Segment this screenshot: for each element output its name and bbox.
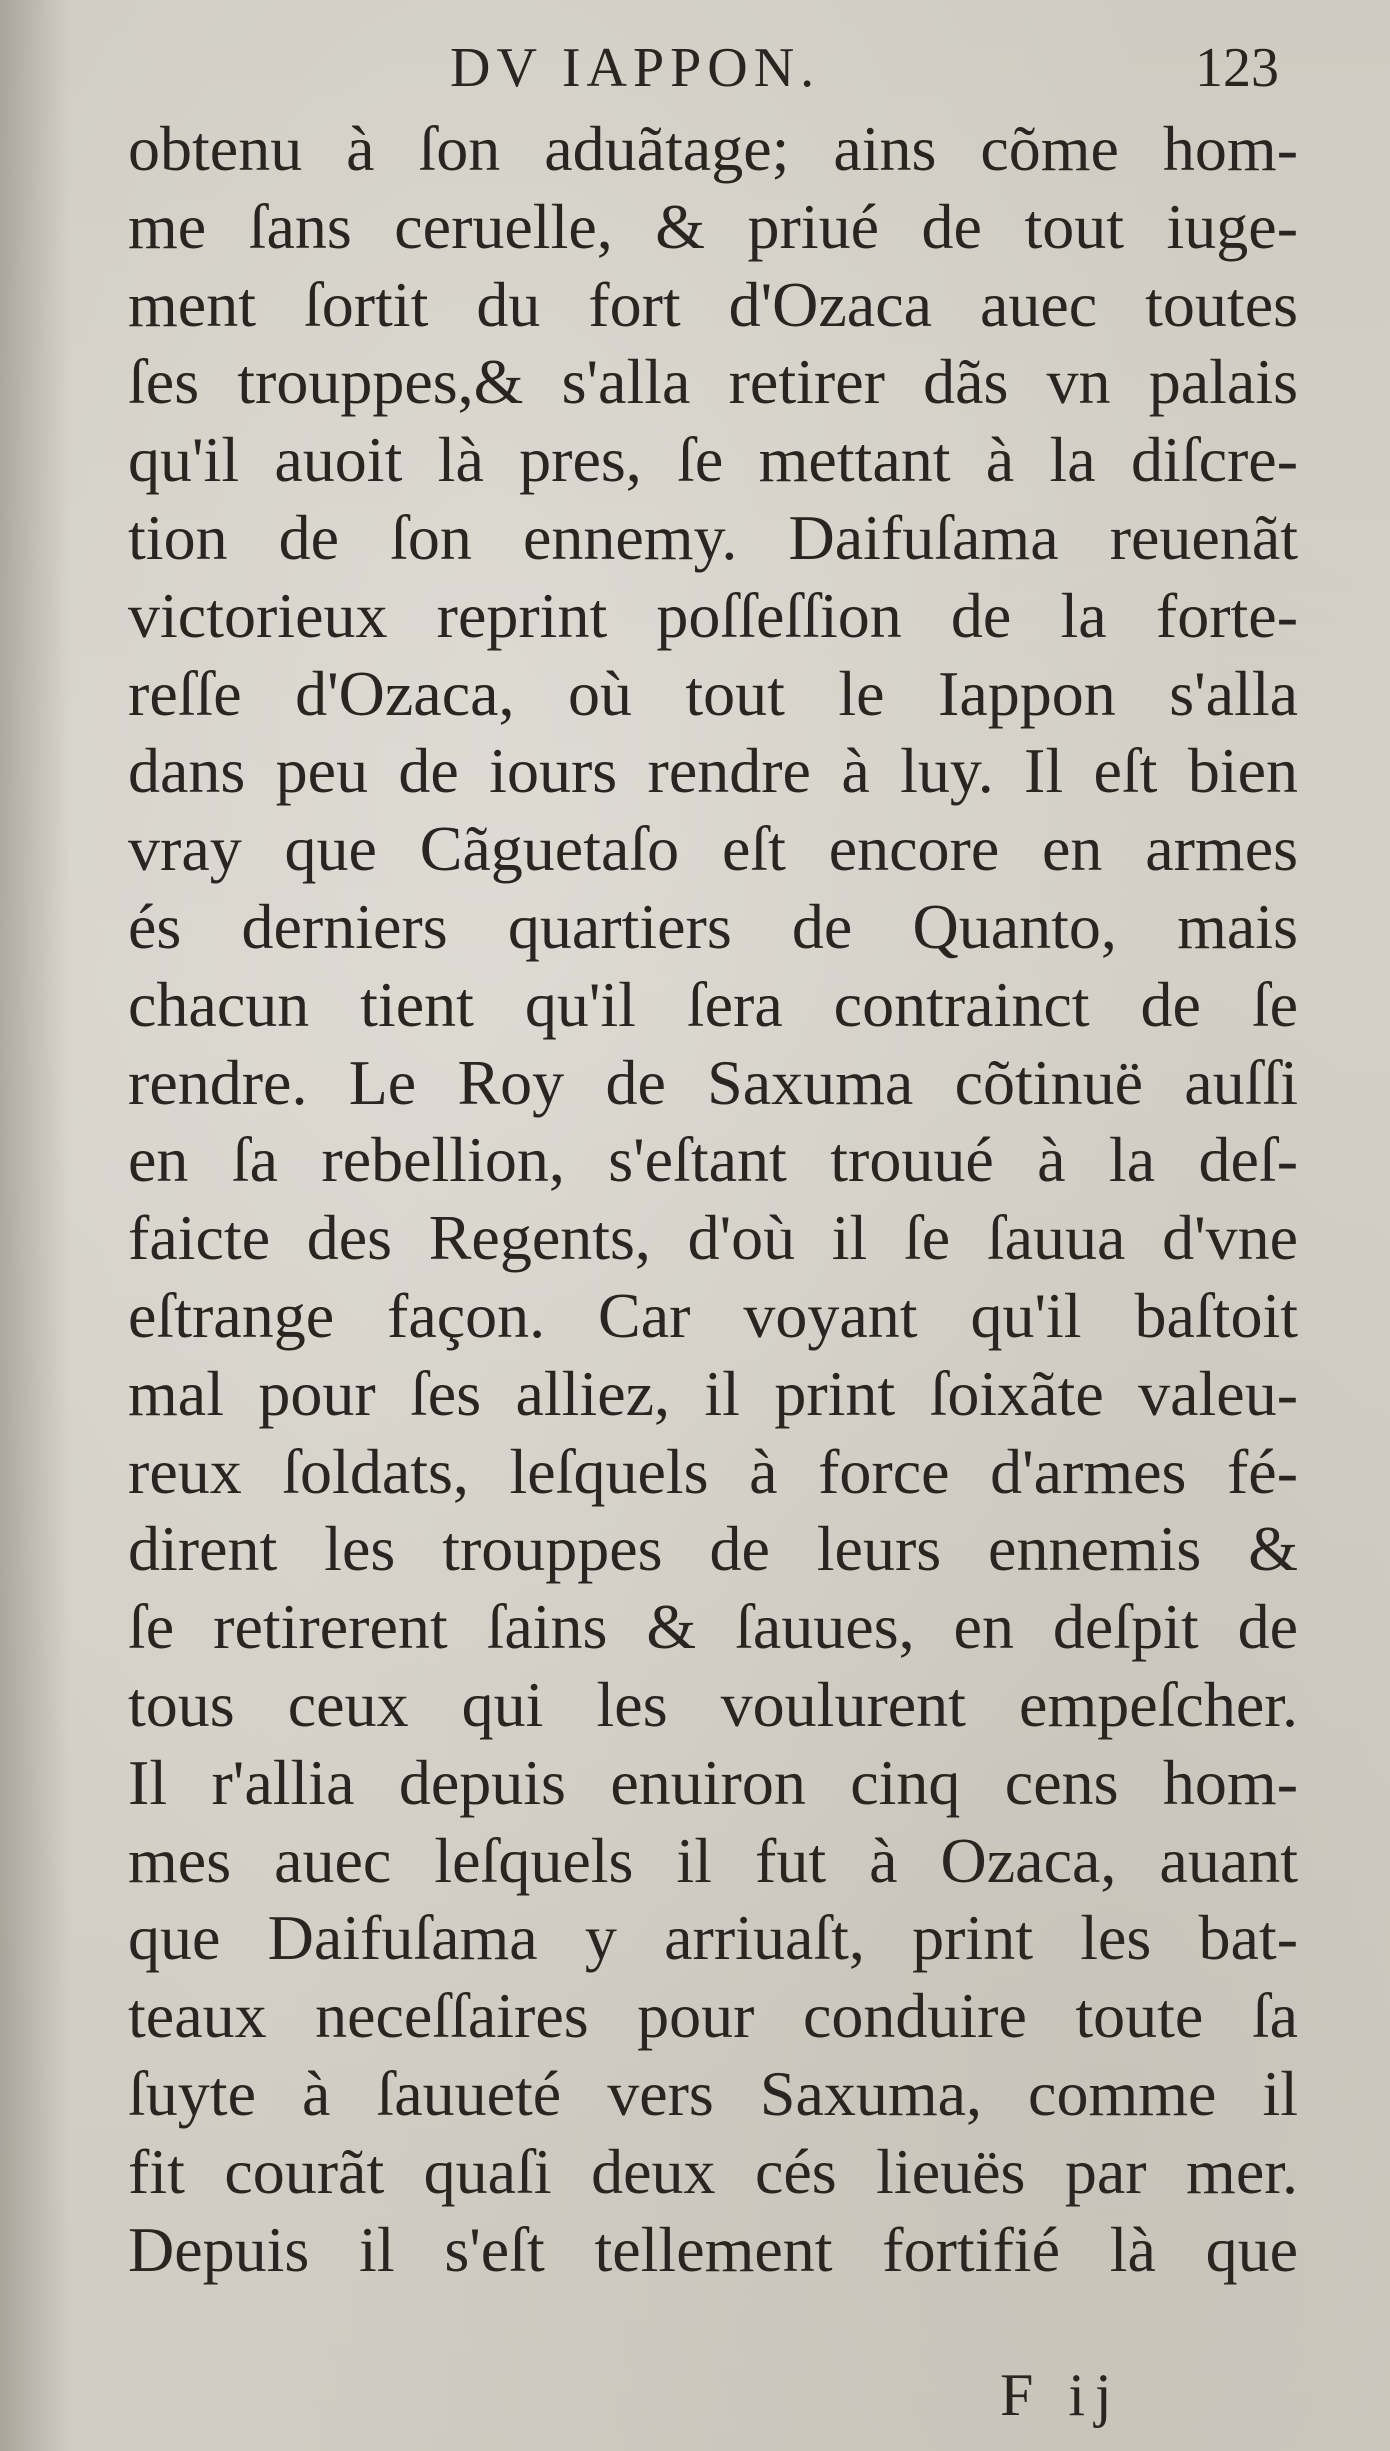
- text-line: victorieux reprint poſſeſſion de la forte-: [128, 579, 1298, 651]
- text-line: tous ceux qui les voulurent empeſcher.: [128, 1668, 1298, 1740]
- text-line: Depuis il s'eſt tellement fortifié là que: [128, 2213, 1298, 2285]
- page-gutter-shadow: [0, 0, 70, 2451]
- text-line: mes auec leſquels il fut à Ozaca, auant: [128, 1824, 1298, 1896]
- text-line: rendre. Le Roy de Saxuma cõtinuë auſſi: [128, 1046, 1298, 1118]
- text-line: me ſans ceruelle, & priué de tout iuge-: [128, 190, 1298, 262]
- text-line: chacun tient qu'il ſera contrainct de ſe: [128, 968, 1298, 1040]
- text-line: vray que Cãguetaſo eſt encore en armes: [128, 813, 1298, 885]
- text-line: reux ſoldats, leſquels à force d'armes fé-: [128, 1435, 1298, 1507]
- text-line: obtenu à ſon aduãtage; ains cõme hom-: [128, 113, 1298, 184]
- text-line: dans peu de iours rendre à luy. Il eſt bien: [128, 735, 1298, 807]
- text-line: qu'il auoit là pres, ſe mettant à la diſcre-: [128, 424, 1298, 496]
- text-line: fit courãt quaſi deux cés lieuës par mer.: [128, 2135, 1298, 2207]
- text-line: ſuyte à ſauueté vers Saxuma, comme il: [128, 2057, 1298, 2129]
- page-header: [0, 28, 1390, 108]
- text-line: que Daifuſama y arriuaſt, print les bat-: [128, 1902, 1298, 1974]
- text-line: mal pour ſes alliez, il print ſoixãte valeu-: [128, 1357, 1298, 1429]
- text-line: eſtrange façon. Car voyant qu'il baſtoit: [128, 1279, 1298, 1351]
- text-line: faicte des Regents, d'où il ſe ſauua d'vne: [128, 1202, 1298, 1274]
- text-line: dirent les trouppes de leurs ennemis &: [128, 1513, 1298, 1585]
- page-number: 123: [1195, 37, 1279, 99]
- body-text: [128, 110, 1298, 2288]
- text-line: teaux neceſſaires pour conduire toute ſa: [128, 1980, 1298, 2052]
- text-line: tion de ſon ennemy. Daifuſama reuenãt: [128, 501, 1298, 573]
- text-line: ſe retirerent ſains & ſauues, en deſpit de: [128, 1591, 1298, 1663]
- text-line: Il r'allia depuis enuiron cinq cens hom-: [128, 1746, 1298, 1818]
- text-line: en ſa rebellion, s'eſtant trouué à la deſ-: [128, 1124, 1298, 1196]
- running-head: DV IAPPON.: [450, 37, 821, 99]
- signature-mark: F ij: [1000, 2362, 1122, 2428]
- text-line: reſſe d'Ozaca, où tout le Iappon s'alla: [128, 657, 1298, 729]
- text-line: ſes trouppes,& s'alla retirer dãs vn palais: [128, 346, 1298, 418]
- text-line: és derniers quartiers de Quanto, mais: [128, 890, 1298, 962]
- text-line: ment ſortit du fort d'Ozaca auec toutes: [128, 268, 1298, 340]
